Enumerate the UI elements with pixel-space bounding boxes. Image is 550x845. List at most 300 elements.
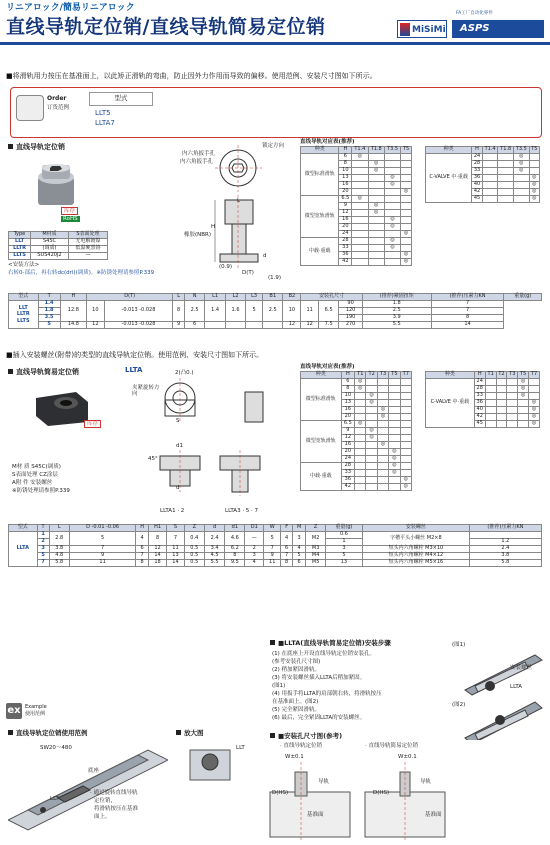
lbl-d1-a: d1 bbox=[176, 443, 183, 449]
t1-r3c15: 14 bbox=[431, 322, 504, 329]
t2-r4c8: 9.5 bbox=[225, 560, 245, 567]
lbl-llta12: LLTA1 · 2 bbox=[160, 508, 185, 514]
holes-title: ■安装孔尺寸图(参考) bbox=[270, 733, 342, 740]
t1-r3c3: -0.013 -0.028 bbox=[104, 322, 173, 329]
llta-code: LLTA bbox=[125, 366, 143, 374]
install-title: ■LLTA(直线导轨简易定位销)安装步骤 bbox=[270, 640, 391, 647]
t2-r2c1: 3.8 bbox=[49, 546, 69, 553]
stock-badge-1: 库存 bbox=[61, 207, 78, 215]
t2-r4c10: 11 bbox=[264, 560, 281, 567]
t2-h1: T bbox=[37, 525, 49, 532]
rt3-g2: 中载·重载 bbox=[301, 463, 342, 491]
install-step-3: (2) 稍加紧固滑轨。 bbox=[272, 667, 321, 673]
t2-h16: 安装螺丝 bbox=[363, 525, 470, 532]
t2-r1c4: 8 bbox=[148, 532, 166, 546]
t1-r3c10: 12 bbox=[283, 322, 301, 329]
rt3-r6: 6.5 bbox=[341, 421, 354, 428]
rt1-r0: 6 bbox=[339, 154, 352, 161]
lbl-lock-direction: 锁定方向 bbox=[262, 143, 285, 149]
t2-h6: S bbox=[167, 525, 184, 532]
t2-r2c6: 0.5 bbox=[184, 546, 204, 553]
intro-text-2: ■插入安装螺丝(附带)的类型的直线导轨定位销。使用范例、安装尺寸图如下所示。 bbox=[6, 351, 264, 359]
t1-h5: N bbox=[184, 294, 204, 301]
rt3-r15: 42 bbox=[341, 484, 354, 491]
t2-r3c17: 3.8 bbox=[469, 553, 541, 560]
t2-r2c9: 2 bbox=[245, 546, 264, 553]
rt1-r6: 6.5 bbox=[339, 196, 352, 203]
material-table-1 bbox=[8, 231, 108, 260]
rail-table-1: 种类 H T1.4 T1.8 T3.5 T5 微型标准滑轨 6 ◎ 8 ◎ 10 ◎ 13 ◎ 16 ◎ 20 ◎ 微型宽轨滑轨 6.5 ◎ 9 ◎ 12 ◎ 16 ◎ 20 ◎ 24 ◎ 中载·重载 28 ◎ 33 ◎ 36 ◎ 42 ◎ bbox=[300, 146, 412, 266]
mat-h1: M材质 bbox=[31, 232, 69, 239]
t2-r3c2: 9 bbox=[69, 553, 135, 560]
t2-r3c15: 5 bbox=[325, 553, 362, 560]
t1-h9: B1 bbox=[263, 294, 283, 301]
t2-r4c5: 14 bbox=[167, 560, 184, 567]
rt2-h5: T5 bbox=[529, 147, 539, 154]
rt1-h5: T5 bbox=[401, 147, 412, 154]
lbl-0.9: (0.9) bbox=[219, 264, 233, 270]
t1-h13: (推荐)压紧力KN bbox=[431, 294, 504, 301]
t2-r4c13: M5 bbox=[306, 560, 325, 567]
rt4-r4: 40 bbox=[474, 407, 485, 414]
rt3-r8: 12 bbox=[341, 435, 354, 442]
rt3-r3: 13 bbox=[341, 400, 354, 407]
misumi-mark-icon bbox=[400, 23, 410, 36]
t2-h7: Z bbox=[184, 525, 204, 532]
fig2-label: (图2) bbox=[452, 702, 466, 708]
rail-table-4: 种类 H T1 T2 T3 T5 T7 C-VALVE 中·重载 24 ◎ 28 ◎ 33 ◎ 36 ◎ 40 ◎ 42 ◎ 45 ◎ bbox=[425, 371, 540, 428]
t2-r1c2: 5 bbox=[69, 532, 135, 546]
install-step-1: (1) 在底座上开设直线导轨定位销安装孔。 bbox=[272, 651, 376, 657]
rt3-r1: 8 bbox=[341, 386, 354, 393]
example-section-title: 直线导轨定位销使用范例 bbox=[8, 730, 88, 737]
rt2-r6: 45 bbox=[472, 196, 482, 203]
lbl-hex-hole-2: 内六角扳手孔 bbox=[180, 159, 214, 165]
holes-sub-2: · 直线导轨简易定位销 bbox=[365, 743, 418, 749]
rt3-h0: 种类 bbox=[301, 372, 342, 379]
t1-r3c5: 6 bbox=[184, 322, 204, 329]
rail-table3-title: 直线导轨对应表(推荐) bbox=[300, 364, 355, 370]
t2-r1c0: 2 bbox=[37, 539, 49, 546]
t2-r2c7: 3.4 bbox=[204, 546, 224, 553]
mat-r2c2: — bbox=[68, 253, 107, 260]
rt2-h0: 种类 bbox=[426, 147, 472, 154]
t2-h5: H1 bbox=[148, 525, 166, 532]
rt1-r9: 16 bbox=[339, 217, 352, 224]
lbl-DT: D(T) bbox=[242, 270, 254, 276]
rt2-r3: 36 bbox=[472, 175, 482, 182]
stock-badge-2: 库存 bbox=[84, 420, 101, 428]
lbl-clamp-direction: 夹紧旋转方向 bbox=[132, 385, 160, 398]
ex-bullet-3: 将滑轨按压在基准 bbox=[94, 806, 139, 812]
t1-r3c14: 5.5 bbox=[362, 322, 431, 329]
t2-r1c5: 7 bbox=[167, 532, 184, 546]
lbl-L: L bbox=[237, 198, 241, 204]
t2-r2c12: 4 bbox=[292, 546, 306, 553]
t1-r0c13: 90 bbox=[339, 301, 362, 308]
rt3-r4: 16 bbox=[341, 407, 354, 414]
t2-r0c15: 0.6 bbox=[325, 532, 362, 539]
rt1-r14: 36 bbox=[339, 252, 352, 259]
ex-bullet-4: 面上。 bbox=[94, 814, 111, 820]
t2-r1c10: 5 bbox=[264, 532, 281, 546]
t2-r1c16: 字槽平头小螺丝 M2×8 bbox=[363, 532, 470, 546]
llta-mat-1: M材 质 S45C(调质) bbox=[12, 464, 61, 470]
t1-r0c10: 10 bbox=[283, 301, 301, 322]
t1-h1: T bbox=[38, 294, 60, 301]
holes-sub-1: · 直线导轨定位销 bbox=[280, 743, 322, 749]
rt1-h1: H bbox=[339, 147, 352, 154]
install-step-2: (参考安装孔尺寸图) bbox=[272, 659, 321, 665]
t1-r0c1: 12.8 bbox=[60, 301, 86, 322]
t2-r1c1: 2.8 bbox=[49, 532, 69, 546]
rt1-r2: 10 bbox=[339, 168, 352, 175]
rt4-h6: T7 bbox=[529, 372, 540, 379]
lbl-H: H bbox=[211, 224, 216, 230]
t1-r3c2: 12 bbox=[87, 322, 105, 329]
lbl-ref2: 基准面 bbox=[425, 812, 442, 818]
header-rule bbox=[0, 42, 550, 45]
llt-product-photo bbox=[32, 163, 82, 208]
header-title: 直线导轨定位销/直线导轨简易定位销 bbox=[6, 16, 326, 38]
zoom-title: 放大图 bbox=[176, 730, 204, 737]
rt2-r5: 42 bbox=[472, 189, 482, 196]
rt1-g2: 中载·重载 bbox=[301, 238, 339, 266]
page-header bbox=[0, 0, 550, 46]
lbl-rubber: 橡胶(NBR) bbox=[184, 232, 212, 238]
fig1-label: (图1) bbox=[452, 642, 466, 648]
t1-h8: L3 bbox=[246, 294, 263, 301]
rt2-r0: 24 bbox=[472, 154, 482, 161]
lbl-1.9: (1.9) bbox=[268, 275, 282, 281]
t2-h3: D -0.01 -0.06 bbox=[69, 525, 135, 532]
lbl-screw: 安装螺丝 bbox=[510, 665, 533, 671]
rt3-g0: 微型标准滑轨 bbox=[301, 379, 342, 421]
t2-r4c11: 8 bbox=[281, 560, 292, 567]
ex-bullet-1: · 通过旋转直线导轨 bbox=[90, 790, 138, 796]
t2-r2c11: 6 bbox=[281, 546, 292, 553]
t2-h4: H bbox=[136, 525, 149, 532]
order-example-box bbox=[10, 87, 542, 138]
t2-h0: 型式 bbox=[9, 525, 38, 532]
rt4-h2: T1 bbox=[485, 372, 496, 379]
rt2-r1: 28 bbox=[472, 161, 482, 168]
example-label-cn: 使用范例 bbox=[25, 711, 46, 717]
t1-r0c15: 7 bbox=[431, 301, 504, 308]
hole-drawing-1 bbox=[265, 752, 355, 842]
asps-logo-text: ASPS bbox=[460, 23, 490, 34]
lbl-sw: SW20～480 bbox=[40, 745, 72, 751]
t2-r1c13: M2 bbox=[306, 532, 325, 546]
rt4-r5: 42 bbox=[474, 414, 485, 421]
rt4-r3: 36 bbox=[474, 400, 485, 407]
lbl-llta: LLTA bbox=[510, 684, 523, 690]
t2-r3c12: 5 bbox=[292, 553, 306, 560]
t2-r4c7: 5.5 bbox=[204, 560, 224, 567]
t2-h2: L bbox=[49, 525, 69, 532]
t1-r0c6: 1.4 bbox=[205, 301, 225, 322]
t1-r2c15: 8 bbox=[431, 315, 504, 322]
t2-r3c7: 4.5 bbox=[204, 553, 224, 560]
t1-r0c0: 1.4 bbox=[38, 301, 60, 308]
t2-r1c17: 1.2 bbox=[469, 539, 541, 546]
rt2-h4: T3.5 bbox=[514, 147, 530, 154]
lbl-llt-zoom: LLT bbox=[236, 745, 245, 751]
lbl-llta-2: 2(凸0.) bbox=[175, 370, 194, 376]
t1-r1c13: 120 bbox=[339, 308, 362, 315]
t2-r3c8: 8 bbox=[225, 553, 245, 560]
install-step-7: 在基准面上。(图2) bbox=[272, 699, 319, 705]
t2-h8: d bbox=[204, 525, 224, 532]
hole-drawing-2 bbox=[360, 752, 450, 842]
t2-r2c2: 7 bbox=[69, 546, 135, 553]
install-note-2: 右转0-部后，再右转dc(dri)(调质)。※防锈处理请参照P.339 bbox=[8, 270, 155, 276]
rt1-g1: 微型宽轨滑轨 bbox=[301, 196, 339, 238]
t1-r3c0: 5 bbox=[38, 322, 60, 329]
t2-r2c17: 2.4 bbox=[469, 546, 541, 553]
example-icon: ex bbox=[6, 703, 22, 719]
t2-r1c11: 4 bbox=[281, 532, 292, 546]
lbl-dhs1: D(HS) bbox=[272, 790, 289, 796]
rt4-h0: 种类 bbox=[426, 372, 475, 379]
order-type-header: 型式 bbox=[89, 92, 153, 106]
t2-h11: W bbox=[264, 525, 281, 532]
llta-product-photo bbox=[32, 388, 92, 428]
rt3-r5: 20 bbox=[341, 414, 354, 421]
rt1-r11: 24 bbox=[339, 231, 352, 238]
order-value-2: LLTA7 bbox=[95, 119, 115, 127]
t1-r2c14: 3.9 bbox=[362, 315, 431, 322]
t2-r2c5: 11 bbox=[167, 546, 184, 553]
lbl-dhs2: D(HS) bbox=[373, 790, 390, 796]
asps-logo bbox=[452, 11, 544, 38]
rt3-h2: T1 bbox=[355, 372, 366, 379]
rt3-h4: T3 bbox=[377, 372, 388, 379]
rt4-h1: H bbox=[474, 372, 485, 379]
t2-r3c9: 3 bbox=[245, 553, 264, 560]
t2-r2c0: 3 bbox=[37, 546, 49, 553]
rt3-r9: 16 bbox=[341, 442, 354, 449]
mat-r1c1: (调质) bbox=[31, 246, 69, 253]
lbl-w1: W±0.1 bbox=[285, 754, 304, 760]
t2-r2c8: 6.2 bbox=[225, 546, 245, 553]
t1-r3c4: 9 bbox=[173, 322, 185, 329]
spec-table-2 bbox=[8, 524, 542, 567]
install-step-6: (4) 用扳手将LLTA的肩部朝右转，将滑轨按压 bbox=[272, 691, 382, 697]
t1-r3c11: 12 bbox=[301, 322, 319, 329]
t2-r4c12: 6 bbox=[292, 560, 306, 567]
t2-r4c2: 11 bbox=[69, 560, 135, 567]
t2-h14: Z bbox=[306, 525, 325, 532]
rt3-h1: H bbox=[341, 372, 354, 379]
rail-table1-title: 直线导轨对应表(推荐) bbox=[300, 139, 355, 145]
rt1-r1: 8 bbox=[339, 161, 352, 168]
rt2-h3: T1.8 bbox=[498, 147, 514, 154]
t2-r3c1: 4.8 bbox=[49, 553, 69, 560]
rt4-r1: 28 bbox=[474, 386, 485, 393]
t2-r3c0: 5 bbox=[37, 553, 49, 560]
order-value-1: LLT5 bbox=[95, 109, 111, 117]
install-step-4: (3) 将安装螺丝插入LLTA后稍加紧固。 bbox=[272, 675, 366, 681]
rt3-h6: T7 bbox=[400, 372, 411, 379]
rt2-r4: 40 bbox=[472, 182, 482, 189]
t2-r2c13: M3 bbox=[306, 546, 325, 553]
t1-h4: L bbox=[173, 294, 185, 301]
t2-r4c6: 0.5 bbox=[184, 560, 204, 567]
mat-r2c1: SUS420J2 bbox=[31, 253, 69, 260]
t1-r0c8: 5 bbox=[246, 301, 263, 322]
t2-h10: D1 bbox=[245, 525, 264, 532]
lbl-hex-hole-1: 内六角扳手孔 bbox=[182, 151, 216, 157]
t1-h12: (推荐)紧固扭矩 bbox=[362, 294, 431, 301]
mat-r0c1: S45C bbox=[31, 239, 69, 246]
t1-h0: 型式 bbox=[9, 294, 39, 301]
t2-r3c4: 14 bbox=[148, 553, 166, 560]
t1-r0c5: 2.5 bbox=[184, 301, 204, 322]
t2-r2c3: 6 bbox=[136, 546, 149, 553]
mat-r2c0: LLTS bbox=[9, 253, 31, 260]
install-note-1: <安装方法> bbox=[8, 262, 40, 268]
rt4-h3: T2 bbox=[496, 372, 507, 379]
rt3-h3: T2 bbox=[366, 372, 377, 379]
t2-r1c3: 4 bbox=[136, 532, 149, 546]
rt4-r0: 24 bbox=[474, 379, 485, 386]
llta-note: ※防锈处理请参照P.339 bbox=[12, 488, 70, 494]
lbl-45: 45° bbox=[148, 456, 158, 462]
t1-r0c4: 8 bbox=[173, 301, 185, 322]
t2-r3c16: 短头内六角螺栓 M4×12 bbox=[363, 553, 470, 560]
order-label-cn: 订货范例 bbox=[47, 105, 70, 111]
rt2-h2: T1.4 bbox=[482, 147, 498, 154]
header-subtitle: リニアロック/簡易リニアロック bbox=[6, 3, 135, 13]
t2-h13: M bbox=[292, 525, 306, 532]
t1-r0c7: 1.6 bbox=[225, 301, 245, 322]
mat-h2: S表面处理 bbox=[68, 232, 107, 239]
t2-h15: 重量(g) bbox=[325, 525, 362, 532]
rt1-g0: 微型标准滑轨 bbox=[301, 154, 339, 196]
rt4-r2: 33 bbox=[474, 393, 485, 400]
t2-h9: d1 bbox=[225, 525, 245, 532]
install-figures bbox=[460, 650, 545, 740]
t2-r3c3: 7 bbox=[136, 553, 149, 560]
t1-h6: L1 bbox=[205, 294, 225, 301]
rt1-r7: 9 bbox=[339, 203, 352, 210]
t1-h3: D(T) bbox=[87, 294, 173, 301]
t2-r1c8: 4.6 bbox=[225, 532, 245, 546]
t1-r2c0: 3.5 bbox=[38, 315, 60, 322]
rt3-r2: 10 bbox=[341, 393, 354, 400]
mat-r0c0: LLT bbox=[9, 239, 31, 246]
mat-r1c0: LLTR bbox=[9, 246, 31, 253]
rt1-r5: 20 bbox=[339, 189, 352, 196]
section-title-llt: 直线导轨定位销 bbox=[8, 143, 65, 151]
llta-technical-drawing bbox=[140, 372, 300, 512]
install-step-9: (6) 最后，完全紧固LLTA的安装螺丝。 bbox=[272, 715, 366, 721]
t1-r0c9: 2.5 bbox=[263, 301, 283, 322]
lbl-llta357: LLTA3 · 5 · 7 bbox=[225, 508, 259, 514]
install-step-5: (图1) bbox=[272, 683, 286, 689]
t2-r3c5: 13 bbox=[167, 553, 184, 560]
t1-h2: H bbox=[60, 294, 86, 301]
t2-h12: F bbox=[281, 525, 292, 532]
rohs-badge: RoHS bbox=[63, 216, 78, 222]
spec-table-1 bbox=[8, 293, 542, 329]
t2-r1c12: 3 bbox=[292, 532, 306, 546]
t2-r2c16: 短头内六角螺栓 M3×10 bbox=[363, 546, 470, 553]
t2-type: LLTA bbox=[9, 532, 38, 567]
lbl-rail2: 导轨 bbox=[420, 779, 432, 785]
rt1-r8: 12 bbox=[339, 210, 352, 217]
example-label: Example bbox=[25, 704, 47, 710]
rt1-h3: T1.8 bbox=[368, 147, 384, 154]
t1-r0c11: 11 bbox=[301, 301, 319, 322]
rt1-r4: 16 bbox=[339, 182, 352, 189]
t1-types: LLT LLTR LLTS bbox=[9, 301, 39, 329]
lbl-d: d bbox=[263, 253, 267, 259]
rt1-r13: 33 bbox=[339, 245, 352, 252]
ex-bullet-2: 定位销， bbox=[94, 798, 117, 804]
t2-r4c1: 5.8 bbox=[49, 560, 69, 567]
t1-h7: L2 bbox=[225, 294, 245, 301]
t2-r1c6: 0.4 bbox=[184, 532, 204, 546]
rt4-h4: T3 bbox=[507, 372, 518, 379]
llta-mat-2: S表面处理 CZ涂层 bbox=[12, 472, 58, 478]
t2-r4c17: 5.8 bbox=[469, 560, 541, 567]
t2-r1c9: — bbox=[245, 532, 264, 546]
order-icon bbox=[16, 95, 44, 121]
rt1-r3: 13 bbox=[339, 175, 352, 182]
asps-logo-sub: FA工厂自动化零件 bbox=[456, 11, 493, 16]
t2-r3c13: M4 bbox=[306, 553, 325, 560]
t2-r1c15: 1 bbox=[325, 539, 362, 546]
lbl-base: 底座 bbox=[88, 768, 100, 774]
rt3-r10: 20 bbox=[341, 449, 354, 456]
rt1-r15: 42 bbox=[339, 259, 352, 266]
mat-r0c2: 无电解镀镍 bbox=[68, 239, 107, 246]
rt1-r12: 28 bbox=[339, 238, 352, 245]
t2-h17: (推荐)压紧力KN bbox=[469, 525, 541, 532]
rt3-r0: 6 bbox=[341, 379, 354, 386]
rail-table-3: 种类 H T1 T2 T3 T5 T7 微型标准滑轨 6 ◎ 8 ◎ 10 ◎ 13 ◎ 16 ◎ 20 ◎ 微型宽轨滑轨 6.5 ◎ 9 ◎ 12 ◎ 16 ◎ 20 ◎ 24 ◎ 中载·重载 28 ◎ 33 ◎ 36 ◎ 42 ◎ bbox=[300, 371, 412, 491]
t1-r0c2: 10 bbox=[87, 301, 105, 322]
rt4-h5: T5 bbox=[518, 372, 529, 379]
t1-h11: 安装孔尺寸 bbox=[301, 294, 362, 301]
t2-r4c4: 18 bbox=[148, 560, 166, 567]
misumi-logo-text: MiSiMi bbox=[412, 25, 446, 35]
rt1-h2: T1.4 bbox=[352, 147, 368, 154]
lbl-ref1: 基准面 bbox=[307, 812, 324, 818]
t1-r1c0: 1.8 bbox=[38, 308, 60, 315]
t2-r3c6: 0.5 bbox=[184, 553, 204, 560]
lbl-w2: W±0.1 bbox=[398, 754, 417, 760]
t1-r1c14: 2.5 bbox=[362, 308, 431, 315]
rt1-h0: 种类 bbox=[301, 147, 339, 154]
t2-r2c10: 7 bbox=[264, 546, 281, 553]
rt3-r12: 28 bbox=[341, 463, 354, 470]
llta-mat-3: A附 件 安装螺丝 bbox=[12, 480, 53, 486]
order-label: Order bbox=[47, 95, 67, 102]
t2-r3c11: 7 bbox=[281, 553, 292, 560]
t2-r4c9: 4 bbox=[245, 560, 264, 567]
mat-r1c2: 低温硬黑铬 bbox=[68, 246, 107, 253]
rt3-r7: 9 bbox=[341, 428, 354, 435]
lbl-d-a: d bbox=[176, 485, 180, 491]
rt2-g: C-VALVE 中·重载 bbox=[426, 154, 472, 203]
t1-r0c12: 6.5 bbox=[318, 301, 338, 322]
lbl-S: S bbox=[176, 418, 180, 424]
t2-r3c10: 9 bbox=[264, 553, 281, 560]
misumi-logo bbox=[397, 20, 447, 38]
